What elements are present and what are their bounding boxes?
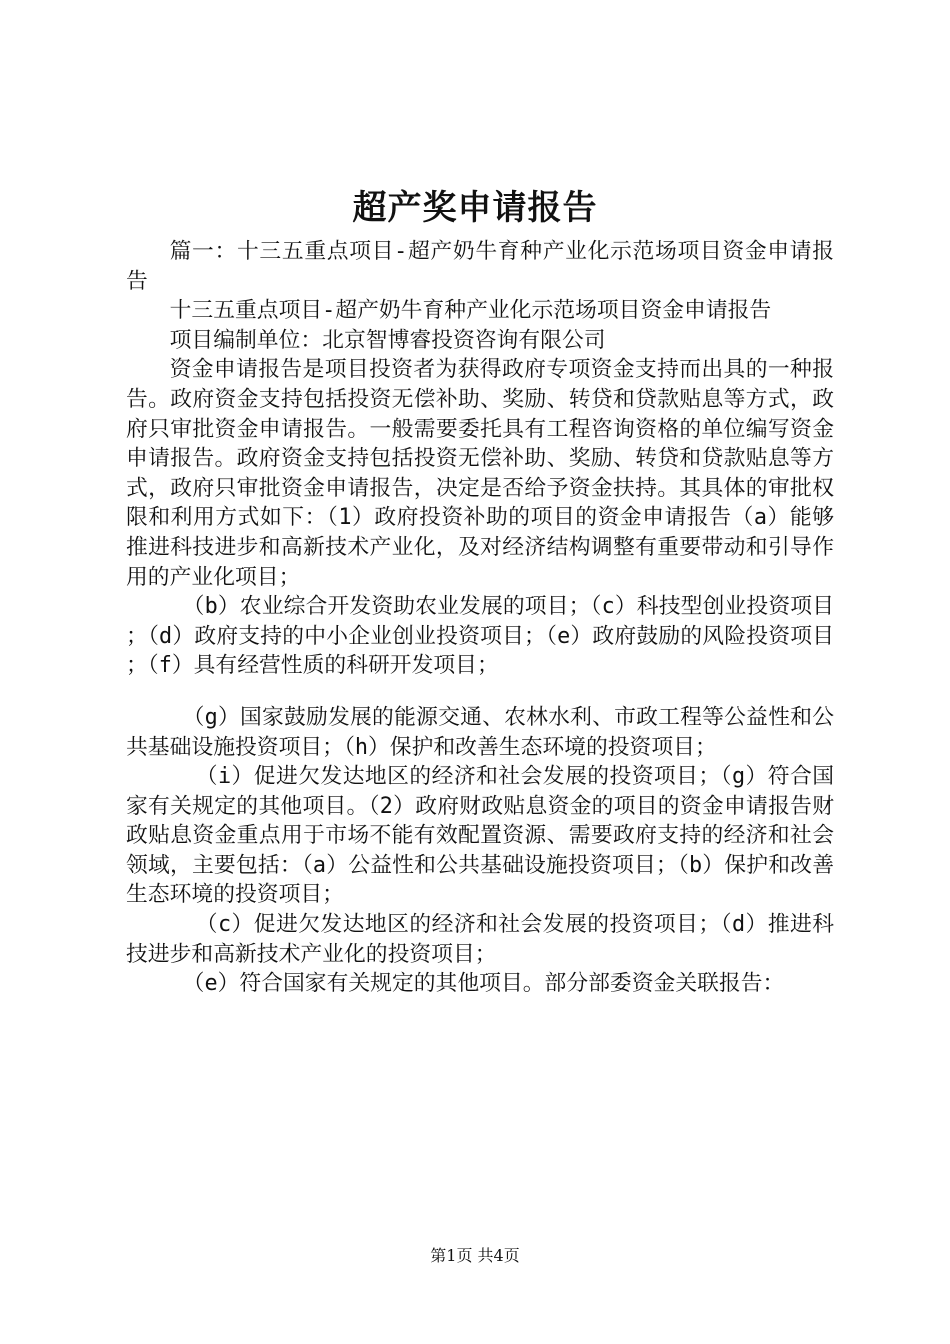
page-number-footer: 第1页 共4页 <box>430 1246 520 1265</box>
paragraph-list-g-h: （g）国家鼓励发展的能源交通、农林水利、市政工程等公益性和公共基础设施投资项目；（h）保护和改善生态环境的投资项目； <box>126 704 834 760</box>
document-body <box>126 237 834 999</box>
paragraph-compiler: 项目编制单位：北京智博睿投资咨询有限公司 <box>169 327 606 353</box>
document-title: 超产奖申请报告 <box>352 188 598 228</box>
paragraph-intro: 资金申请报告是项目投资者为获得政府专项资金支持而出具的一种报告。政府资金支持包括投资无偿补助、奖励、转贷和贷款贴息等方式，政府只审批资金申请报告。一般需要委托具有工程咨询资格的单位编写资金申请报告。政府资金支持包括投资无偿补助、奖励、转贷和贷款贴息等方式，政府只审批资金申请报告，决定是否给予资金扶持。其具体的审批权限和利用方式如下：（1）政府投资补助的项目的资金申请报告（a）能够推进科技进步和高新技术产业化，及对经济结构调整有重要带动和引导作用的产业化项目； <box>126 357 834 590</box>
paragraph-list-c-d: （c）促进欠发达地区的经济和社会发展的投资项目；（d）推进科技进步和高新技术产业化的投资项目； <box>126 912 834 967</box>
paragraph-heading: 篇一：十三五重点项目-超产奶牛育种产业化示范场项目资金申请报告 <box>126 239 834 294</box>
paragraph-list-i: （i）促进欠发达地区的经济和社会发展的投资项目；（g）符合国家有关规定的其他项目。（2）政府财政贴息资金的项目的资金申请报告财政贴息资金重点用于市场不能有效配置资源、需要政府支持的经济和社会领域，主要包括：（a）公益性和公共基础设施投资项目；（b）保护和改善生态环境的投资项目； <box>126 764 834 908</box>
paragraph-list-e: （e）符合国家有关规定的其他项目。部分部委资金关联报告： <box>182 971 785 997</box>
paragraph-project-title: 十三五重点项目-超产奶牛育种产业化示范场项目资金申请报告 <box>169 298 772 324</box>
paragraph-list-b-f: （b）农业综合开发资助农业发展的项目；（c）科技型创业投资项目；（d）政府支持的中小企业创业投资项目；（e）政府鼓励的风险投资项目；（f）具有经营性质的科研开发项目； <box>126 594 834 679</box>
